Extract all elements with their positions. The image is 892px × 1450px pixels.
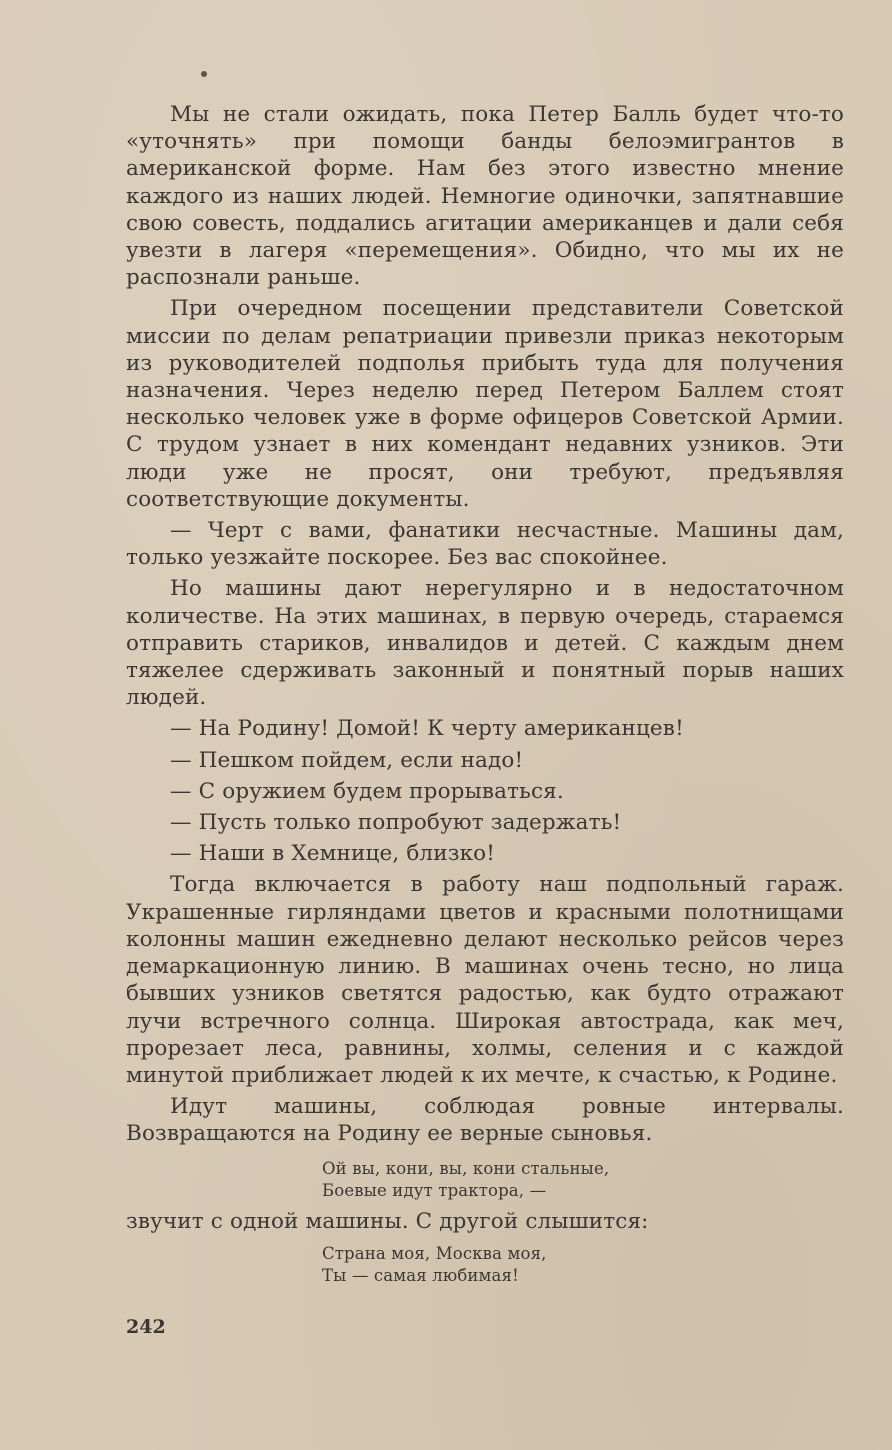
verse-line: Ты — самая любимая! [322,1265,519,1285]
page-number: 242 [126,1316,166,1338]
paragraph: Тогда включается в работу наш подпольный гараж. Украшенные гирляндами цветов и красными полотнищами колонны машин ежедневно делают несколько рейсов через демаркационную линию. В машинах очень тесно, но лица бывших узников светятся радостью, как будто отражают лучи встречного солнца. Широкая автострада, как меч, прорезает леса, равнины, холмы, селения и с каждой минутой приближает людей к их мечте, к счастью, к Родине. [126,872,844,1088]
print-speck [201,71,207,77]
verse-line: Страна моя, Москва моя, [322,1243,547,1263]
paragraph: звучит с одной машины. С другой слышится: [126,1208,649,1234]
paragraph: Но машины дают нерегулярно и в недостаточном количестве. На этих машинах, в первую очередь, стараемся отправить стариков, инвалидов и детей. С каждым днем тяжелее сдерживать законный и понятный порыв наших людей. [126,576,844,711]
dialogue-line: — Наши в Хемнице, близко! [170,841,496,867]
dialogue-line: — С оружием будем прорываться. [170,778,564,804]
dialogue-line: — На Родину! Домой! К черту американцев! [170,716,684,742]
verse-line: Ой вы, кони, вы, кони стальные, [322,1158,610,1178]
paragraph: Мы не стали ожидать, пока Петер Балль будет что-то «уточнять» при помощи банды белоэмигрантов в американской форме. Нам без этого известно мнение каждого из наших людей. Немногие одиночки, запятнавшие свою совесть, поддались агитации американцев и дали себя увезти в лагеря «перемещения». Обидно, что мы их не распознали раньше. [126,102,844,291]
dialogue-line: — Пешком пойдем, если надо! [170,747,524,773]
dialogue-line: — Пусть только попробуют задержать! [170,810,622,836]
verse-quote-2 [322,1243,844,1287]
paragraph: При очередном посещении представители Советской миссии по делам репатриации привезли приказ некоторым из руководителей подполья прибыть туда для получения назначения. Через неделю перед Петером Баллем стоят несколько человек уже в форме офицеров Советской Армии. С трудом узнает в них комендант недавних узников. Эти люди уже не просят, они требуют, предъявляя соответствующие документы. [126,296,844,512]
dialogue-line: — Черт с вами, фанатики несчастные. Машины дам, только уезжайте поскорее. Без вас спокойнее. [126,518,844,571]
main-text [126,101,844,1293]
verse-line: Боевые идут трактора, — [322,1180,547,1200]
paragraph: Идут машины, соблюдая ровные интервалы. Возвращаются на Родину ее верные сыновья. [126,1094,844,1147]
verse-quote-1 [322,1158,844,1202]
